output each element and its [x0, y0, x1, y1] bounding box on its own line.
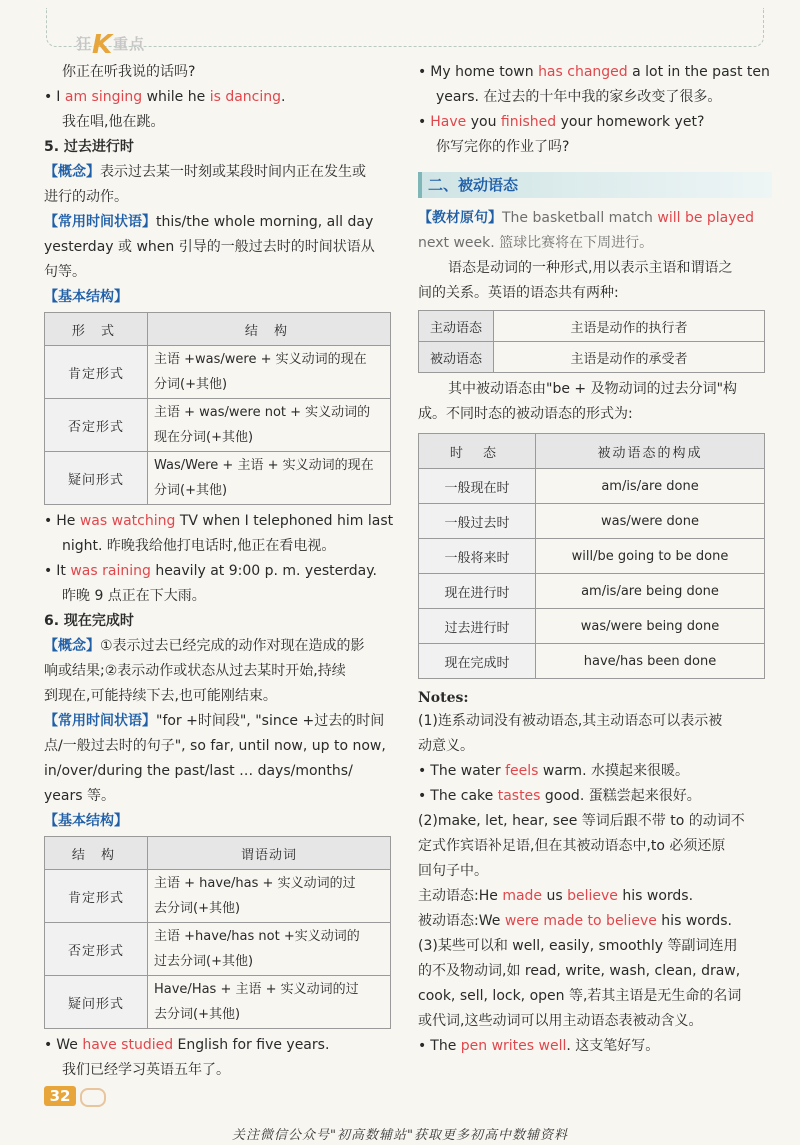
table-header: 结 构	[148, 313, 391, 346]
voice-table	[418, 310, 765, 373]
example-cake: • The cake tastes good. 蛋糕尝起来很好。	[418, 784, 766, 809]
example-hometown-l2: years. 在过去的十年中我的家乡改变了很多。	[436, 89, 722, 105]
note-2-l3: 回句子中。	[418, 863, 488, 879]
note-3-l3: cook, sell, lock, open 等,若其主语是无生命的名词	[418, 988, 742, 1004]
table-header: 结 构	[45, 837, 148, 870]
table-cell: 主语 +have/has not +实义动词的 过去分词(+其他)	[148, 923, 391, 976]
table-row	[419, 469, 765, 504]
note-3: (3)某些可以和 well, easily, smoothly 等副词连用	[418, 938, 738, 954]
table-header: 时 态	[419, 434, 536, 469]
source-sentence: 【教材原句】The basketball match will be played	[418, 210, 755, 226]
example-water: • The water feels warm. 水摸起来很暖。	[418, 759, 766, 784]
passive-tense-table	[418, 433, 765, 679]
table-row	[419, 342, 765, 373]
note-2: (2)make, let, hear, see 等词后跟不带 to 的动词不	[418, 813, 745, 829]
table-cell: 疑问形式	[45, 976, 148, 1029]
present-perfect-adverbials-l3: in/over/during the past/last … days/months/	[44, 763, 353, 779]
past-progressive-adverbials: 【常用时间状语】this/the whole morning, all day	[44, 214, 374, 230]
example-homework: • Have you finished your homework yet?	[418, 110, 766, 135]
table-cell: 一般过去时	[419, 504, 536, 539]
note-2-l2: 定式作宾语补足语,但在其被动语态中,to 必须还原	[418, 838, 726, 854]
table-row	[45, 399, 391, 452]
table-row	[45, 923, 391, 976]
table-cell: 否定形式	[45, 399, 148, 452]
table-cell: am/is/are done	[536, 469, 765, 504]
table-cell: 被动语态	[419, 342, 494, 373]
example-raining-translation: 昨晚 9 点正在下大雨。	[62, 588, 206, 604]
left-column	[44, 60, 394, 1083]
table-cell: 主语 + have/has + 实义动词的过 去分词(+其他)	[148, 870, 391, 923]
table-cell: 肯定形式	[45, 346, 148, 399]
present-perfect-structure-label: 【基本结构】	[44, 813, 128, 829]
example-raining: • It was raining heavily at 9:00 p. m. yesterday.	[44, 559, 394, 584]
table-row	[45, 976, 391, 1029]
past-progressive-concept: 【概念】表示过去某一时刻或某段时间内正在发生或	[44, 164, 366, 180]
table-cell: 主语 +was/were + 实义动词的现在 分词(+其他)	[148, 346, 391, 399]
passive-intro: 其中被动语态由"be + 及物动词的过去分词"构	[448, 381, 738, 397]
table-row	[45, 870, 391, 923]
table-row	[419, 644, 765, 679]
voice-intro: 语态是动词的一种形式,用以表示主语和谓语之	[448, 260, 733, 276]
table-cell: 现在进行时	[419, 574, 536, 609]
past-progressive-adverbials-l2: yesterday 或 when 引导的一般过去时的时间状语从	[44, 239, 375, 255]
present-perfect-concept: 【概念】①表示过去已经完成的动作对现在造成的影	[44, 638, 365, 654]
voice-intro-l2: 间的关系。英语的语态共有两种:	[418, 285, 619, 301]
table-cell: Was/Were + 主语 + 实义动词的现在 分词(+其他)	[148, 452, 391, 505]
table-cell: Have/Has + 主语 + 实义动词的过 去分词(+其他)	[148, 976, 391, 1029]
past-progressive-structure-label: 【基本结构】	[44, 289, 128, 305]
table-cell: 主语是动作的执行者	[494, 311, 765, 342]
table-cell: 肯定形式	[45, 870, 148, 923]
table-row	[419, 504, 765, 539]
notes-title: Notes:	[418, 690, 469, 706]
source-sentence-l2: next week. 篮球比赛将在下周进行。	[418, 235, 654, 251]
section-past-progressive-title: 5. 过去进行时	[44, 139, 134, 155]
passive-intro-l2: 成。不同时态的被动语态的形式为:	[418, 406, 633, 422]
active-voice-example: 主动语态:He made us believe his words.	[418, 888, 694, 904]
present-perfect-concept-l2: 响或结果;②表示动作或状态从过去某时开始,持续	[44, 663, 346, 679]
table-cell: 过去进行时	[419, 609, 536, 644]
present-perfect-adverbials: 【常用时间状语】"for +时间段", "since +过去的时间	[44, 713, 385, 729]
table-cell: 主语是动作的承受者	[494, 342, 765, 373]
note-1: (1)连系动词没有被动语态,其主动语态可以表示被	[418, 713, 723, 729]
section-passive-voice-title: 二、被动语态	[418, 172, 772, 198]
header-logo: 狂K重点	[76, 30, 146, 60]
note-3-l2: 的不及物动词,如 read, write, wash, clean, draw,	[418, 963, 741, 979]
table-row	[419, 311, 765, 342]
past-progressive-concept-cont: 进行的动作。	[44, 189, 128, 205]
table-cell: will/be going to be done	[536, 539, 765, 574]
prev-translation: 你正在听我说的话吗?	[62, 64, 196, 80]
example-singing: • I am singing while he is dancing.	[44, 85, 394, 110]
table-cell: 主语 + was/were not + 实义动词的 现在分词(+其他)	[148, 399, 391, 452]
table-cell: 现在完成时	[419, 644, 536, 679]
table-row	[419, 574, 765, 609]
table-row	[45, 346, 391, 399]
table-cell: 疑问形式	[45, 452, 148, 505]
header-band	[46, 8, 764, 47]
table-header: 谓语动词	[148, 837, 391, 870]
present-perfect-table	[44, 836, 391, 1029]
page-ornament-icon	[80, 1088, 106, 1107]
footer-watermark: 关注微信公众号"初高数辅站"获取更多初高中数辅资料	[232, 1128, 568, 1143]
past-progressive-adverbials-l3: 句等。	[44, 264, 86, 280]
table-cell: have/has been done	[536, 644, 765, 679]
example-homework-translation: 你写完你的作业了吗?	[436, 139, 570, 155]
table-cell: 一般将来时	[419, 539, 536, 574]
table-cell: am/is/are being done	[536, 574, 765, 609]
example-pen: • The pen writes well. 这支笔好写。	[418, 1034, 766, 1059]
right-column	[418, 60, 770, 1059]
example-watching: • He was watching TV when I telephoned him last	[44, 509, 394, 534]
table-header: 形 式	[45, 313, 148, 346]
note-1-l2: 动意义。	[418, 738, 474, 754]
table-cell: 否定形式	[45, 923, 148, 976]
passive-voice-example: 被动语态:We were made to believe his words.	[418, 913, 732, 929]
example-hometown: • My home town has changed a lot in the past ten	[418, 60, 766, 85]
present-perfect-concept-l3: 到现在,可能持续下去,也可能刚结束。	[44, 688, 277, 704]
table-cell: 主动语态	[419, 311, 494, 342]
page-number: 32	[44, 1086, 76, 1106]
table-cell: 一般现在时	[419, 469, 536, 504]
present-perfect-adverbials-l4: years 等。	[44, 788, 115, 804]
example-singing-translation: 我在唱,他在跳。	[62, 114, 165, 130]
example-studied: • We have studied English for five years.	[44, 1033, 394, 1058]
past-progressive-table	[44, 312, 391, 505]
example-watching-l2: night. 昨晚我给他打电话时,他正在看电视。	[62, 538, 336, 554]
table-cell: was/were being done	[536, 609, 765, 644]
section-present-perfect-title: 6. 现在完成时	[44, 613, 134, 629]
present-perfect-adverbials-l2: 点/一般过去时的句子", so far, until now, up to now,	[44, 738, 386, 754]
table-row	[419, 609, 765, 644]
example-studied-translation: 我们已经学习英语五年了。	[62, 1062, 230, 1078]
note-3-l4: 或代词,这些动词可以用主动语态表被动含义。	[418, 1013, 703, 1029]
table-row	[45, 452, 391, 505]
table-cell: was/were done	[536, 504, 765, 539]
table-row	[419, 539, 765, 574]
table-header: 被动语态的构成	[536, 434, 765, 469]
